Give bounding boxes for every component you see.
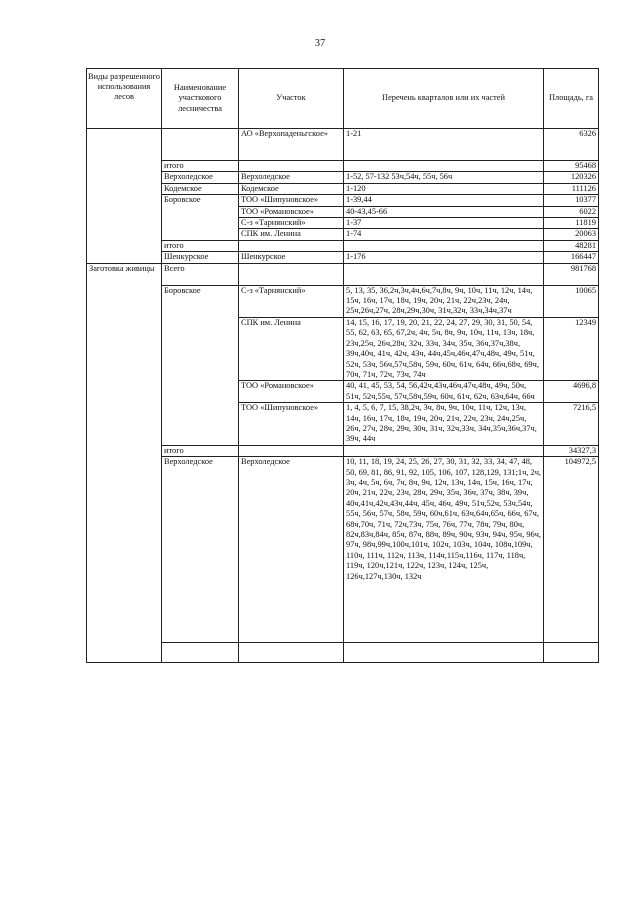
quarters-cell: 1, 4, 5, 6, 7, 15, 38,2ч, 3ч, 8ч, 9ч, 10ч, 11ч, 12ч, 13ч, 14ч, 16ч, 17ч, 18ч, 19ч, 20ч, 21ч, 22ч, 23ч, 24ч,25ч, 26ч, 27ч, 28ч, 29ч, 30ч, 31ч, 32ч,33ч, 34ч,35ч,36ч,37ч, 39ч, 44ч: [344, 403, 544, 446]
area-cell: 20063: [544, 229, 599, 240]
area-cell: 12349: [544, 317, 599, 380]
subtotal-row: [87, 161, 599, 172]
area-cell: 981768: [544, 263, 599, 285]
quarters-cell: 14, 15, 16, 17, 19, 20, 21, 22, 24, 27, 29, 30, 31, 50, 54, 55, 62, 63, 65, 67,2ч, 4ч, 5ч, 8ч, 9ч, 10ч, 11ч, 13ч, 18ч, 23ч,25ч, 26ч,28ч, 32ч, 33ч, 34ч, 35ч, 36ч,37ч,38ч, 39ч,40ч, 41ч, 42ч, 43ч, 44ч,45ч,46ч,47ч,48ч, 49ч, 51ч, 52ч, 53ч, 56ч,57ч,58ч, 59ч, 60ч, 61ч, 64ч, 66ч,68ч, 69ч, 70ч, 71ч, 72ч, 73ч, 74ч: [344, 317, 544, 380]
area-cell: 6022: [544, 206, 599, 217]
table-row: [87, 129, 599, 161]
table-row: [87, 183, 599, 194]
area-cell: 104972,5: [544, 457, 599, 643]
quarters-cell: 1-120: [344, 183, 544, 194]
area-cell: 48281: [544, 240, 599, 251]
table-row: [87, 252, 599, 263]
quarters-cell: 1-74: [344, 229, 544, 240]
forestry-cell: [162, 129, 239, 161]
use-type-cell: [87, 129, 162, 264]
area-cell: 4696,8: [544, 381, 599, 403]
plot-cell: Верхоледское: [239, 172, 344, 183]
blank-row: [87, 643, 599, 663]
header-quarters: Перечень кварталов или их частей: [344, 69, 544, 129]
area-cell: 10065: [544, 285, 599, 317]
quarters-cell: 40, 41, 45, 53, 54, 56,42ч,43ч,46ч,47ч,48ч, 49ч, 50ч, 51ч, 52ч,55ч, 57ч,58ч,59ч, 60ч, 61ч, 62ч, 63ч,64ч, 66ч: [344, 381, 544, 403]
page-number: 37: [314, 38, 326, 49]
plot-cell: ТОО «Шипуновское»: [239, 195, 344, 206]
area-cell: 111126: [544, 183, 599, 194]
subtotal-row: [87, 240, 599, 251]
plot-cell: Шенкурское: [239, 252, 344, 263]
header-row: [87, 69, 599, 129]
table-row: [87, 285, 599, 317]
area-cell: 6326: [544, 129, 599, 161]
area-cell: 34327,3: [544, 445, 599, 456]
quarters-cell: 40-43,45-66: [344, 206, 544, 217]
table-row: [87, 195, 599, 206]
forestry-cell: Боровское: [162, 285, 239, 445]
plot-cell: СПК им. Ленина: [239, 229, 344, 240]
plot-cell: АО «Верхопаденьгское»: [239, 129, 344, 161]
area-cell: 166447: [544, 252, 599, 263]
plot-cell: СПК им. Ленина: [239, 317, 344, 380]
total-label: Всего: [162, 263, 239, 285]
forestry-cell: Верхоледское: [162, 457, 239, 643]
plot-cell: С-з «Тарнянский»: [239, 285, 344, 317]
forestry-cell: Верхоледское: [162, 172, 239, 183]
forest-use-table: [86, 68, 599, 663]
quarters-cell: 1-37: [344, 218, 544, 229]
quarters-cell: 1-176: [344, 252, 544, 263]
use-type-cell: Заготовка живицы: [87, 263, 162, 663]
forestry-cell: Шенкурское: [162, 252, 239, 263]
table-row: [87, 172, 599, 183]
header-forestry: Наименование участкового лесничества: [162, 69, 239, 129]
plot-cell: Кодемское: [239, 183, 344, 194]
subtotal-row: [87, 445, 599, 456]
table-row: [87, 457, 599, 643]
area-cell: 11819: [544, 218, 599, 229]
subtotal-label: итого: [162, 161, 239, 172]
quarters-cell: 1-39,44: [344, 195, 544, 206]
header-use-type: Виды разрешенного использования лесов: [87, 69, 162, 129]
plot-cell: С-з «Тарнянский»: [239, 218, 344, 229]
forestry-cell: Кодемское: [162, 183, 239, 194]
quarters-cell: 1-52, 57-132 53ч,54ч, 55ч, 56ч: [344, 172, 544, 183]
area-cell: 7216,5: [544, 403, 599, 446]
quarters-cell: 10, 11, 18, 19, 24, 25, 26, 27, 30, 31, 32, 33, 34, 47, 48, 50, 69, 81, 86, 91, 92, 105, 106, 107, 128,129, 131;1ч, 2ч, 3ч, 4ч, 5ч, 6ч, 7ч, 8ч, 9ч, 12ч, 13ч, 14ч, 15ч, 16ч, 17ч, 20ч, 21ч, 22ч, 23ч, 28ч, 29ч, 35ч, 36ч, 37ч, 38ч, 39ч, 40ч,41ч,42ч,43ч,44ч, 45ч, 46ч, 49ч, 51ч,52ч, 53ч,54ч, 55ч, 56ч, 57ч, 58ч, 59ч, 60ч,61ч, 63ч,64ч,65ч, 66ч, 67ч, 68ч,70ч, 71ч, 72ч,73ч, 75ч, 76ч, 77ч, 78ч, 79ч, 80ч, 82ч,83ч,84ч, 85ч, 87ч, 88ч, 89ч, 90ч, 93ч, 94ч, 95ч, 96ч, 97ч, 98ч,99ч,100ч,101ч, 102ч, 103ч, 104ч, 108ч,109ч, 110ч, 111ч, 112ч, 113ч, 114ч,115ч,116ч, 117ч, 118ч, 119ч, 120ч,121ч, 122ч, 123ч, 124ч, 125ч, 126ч,127ч,130ч, 132ч: [344, 457, 544, 643]
plot-cell: ТОО «Шипуновское»: [239, 403, 344, 446]
plot-cell: ТОО «Романовское»: [239, 381, 344, 403]
quarters-cell: 1-21: [344, 129, 544, 161]
header-plot: Участок: [239, 69, 344, 129]
subtotal-label: итого: [162, 445, 239, 456]
area-cell: 120326: [544, 172, 599, 183]
subtotal-label: итого: [162, 240, 239, 251]
plot-cell: ТОО «Романовское»: [239, 206, 344, 217]
forestry-cell: Боровское: [162, 195, 239, 241]
area-cell: 10377: [544, 195, 599, 206]
quarters-cell: 5, 13, 35, 36,2ч,3ч,4ч,6ч,7ч,8ч, 9ч, 10ч, 11ч, 12ч, 14ч, 15ч, 16ч, 17ч, 18ч, 19ч, 20ч, 21ч, 22ч,23ч, 24ч, 25ч,26ч,27ч, 28ч,29ч,30ч, 31ч,32ч, 33ч,34ч,37ч: [344, 285, 544, 317]
header-area: Площадь, га: [544, 69, 599, 129]
plot-cell: Верхоледское: [239, 457, 344, 643]
area-cell: 95468: [544, 161, 599, 172]
total-row: [87, 263, 599, 285]
